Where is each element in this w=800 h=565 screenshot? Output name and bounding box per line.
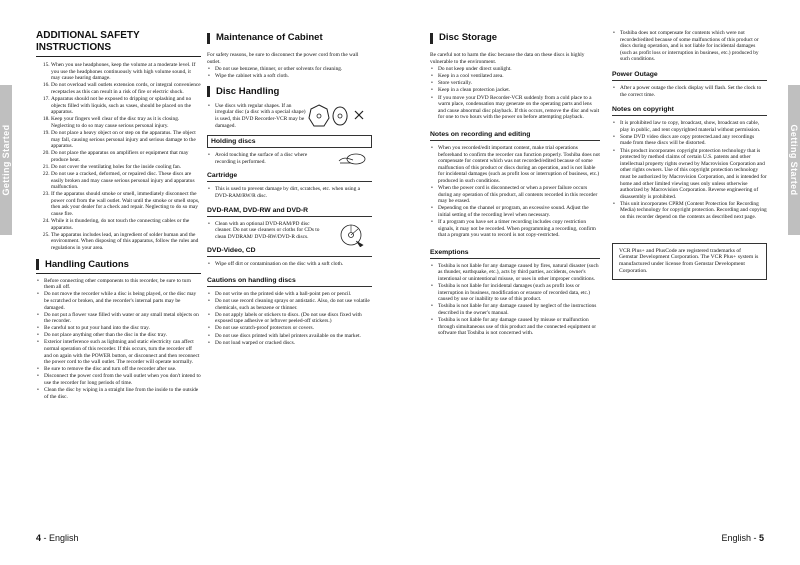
cautions-heading: Cautions on handling discs (207, 276, 372, 287)
heading-bar (207, 86, 210, 97)
handling-item: • Do not place anything other than the disc in the disc tray. (44, 332, 201, 339)
dvdram-heading: DVD-RAM, DVD-RW and DVD-R (207, 206, 372, 217)
disc-handling-item: • Use discs with regular shapes. If an irregular disc (a disc with a special shape) is used, this DVD Recorder-VCR may be damaged. (215, 103, 307, 129)
handling-item: • Clean the disc by wiping in a straight line from the inside to the outside of the disc. (44, 387, 201, 400)
holding-heading: Holding discs (207, 135, 372, 148)
power-heading: Power Outage (612, 70, 767, 81)
safety-item: 22. Do not use a cracked, deformed, or repaired disc. These discs are easily broken and may cause serious personal injury and apparatus malfunction. (51, 171, 201, 191)
heading-bar (36, 259, 39, 270)
holding-item: • Avoid touching the surface of a disc where recording is performed. (215, 152, 327, 165)
safety-item: 21. Do not cover the ventilating holes for the inside cooling fan. (51, 164, 201, 171)
heading-bar (207, 33, 210, 44)
storage-item: • Keep in a clean protection jacket. (438, 87, 600, 94)
safety-item: 24. While it is thundering, do not touch the connecting cables or the apparatus. (51, 218, 201, 231)
notes-item: • When you recorded/edit important content, make trial operations beforehand to confirm the recorder can function properly. Toshiba does not compensate for content which was not recorded/edited because of some malfunction of this product or discs during an operation, and is not liable for incidental damages (such as profit loss or interruption of business, etc.) produced in such conditions. (438, 145, 600, 185)
safety-item: 18. Keep your fingers well clear of the disc tray as it is closing. Neglecting to do so may cause serious personal injury. (51, 116, 201, 129)
handling-item: • Do not put a flower vase filled with water or any small metal objects on the recorder. (44, 312, 201, 325)
maintenance-heading (207, 32, 372, 44)
handling-item: • Before connecting other components to this recorder, be sure to turn them all off. (44, 278, 201, 291)
copyright-item: • This product incorporates copyright protection technology that is protected by method claims of certain U.S. patents and other intellectual property rights owned by Macrovision Corporation and other rights owners. Use of this copyright protection technology must be authorized by Macrovision Corporation, and is intended for home and other limited viewing uses only unless otherwise authorized by Macrovision Corporation. Reverse engineering of disassembly is prohibited. (620, 148, 767, 201)
cautions-item: • Do not write on the printed side with a ball-point pen or pencil. (215, 291, 372, 298)
dvdram-item: • Clean with an optional DVD-RAM/PD disc cleaner. Do not use cleaners or cloths for CDs to clean DVDRAM/ DVD-RW/DVD-R discs. (215, 221, 327, 241)
maintenance-item: • Wipe the cabinet with a soft cloth. (215, 73, 372, 80)
notes-item: • Depending on the channel or program, an excessive sound. Adjust the initial setting of the recording level when necessary. (438, 205, 600, 218)
copyright-heading: Notes on copyright (612, 105, 767, 116)
maintenance-intro: For safety reasons, be sure to disconnect the power cord from the wall outlet. (207, 52, 359, 65)
heading-bar (430, 33, 433, 44)
cautions-list (207, 291, 372, 346)
safety-item: 23. If the apparatus should smoke or smell, immediately disconnect the power cord from the wall outlet. Wait until the smoke or smell stops, then ask your dealer for a check and repair. Neglecting to do so may cause fire. (51, 191, 201, 217)
notes-item: • If a program you have set a timer recording includes copy restriction signals, it may not be recorded. When programming a recording, confirm that a program you want to record is not copy-restricted. (438, 219, 600, 239)
dvdvideo-list (207, 261, 372, 268)
handling-cautions-heading (36, 259, 201, 271)
handling-item: • Exterior interference such as lightning and static electricity can affect normal operation of this recorder. If this occurs, turn the recorder off and on again with the POWER button, or disconnect and then reconnect the power cord to the wall outlet. The recorder will operate normally. (44, 339, 201, 365)
storage-item: • If you move your DVD Recorder-VCR suddenly from a cold place to a warm place, condensation may generate on the operating parts and lens and cause abnormal disc playback. If this occurs, remove the disc and wait for one to two hours with the power on before attempting playback. (438, 95, 600, 121)
page-number-right: 5 (758, 533, 764, 543)
maintenance-item: • Do not use benzene, thinner, or other solvents for cleaning. (215, 66, 372, 73)
maintenance-title: Maintenance of Cabinet (216, 32, 323, 43)
side-tab-left (0, 85, 12, 235)
side-tab-right-label: Getting Started (789, 124, 799, 196)
holding-list (207, 152, 327, 165)
exemptions-item: • Toshiba is not liable for any damage caused by neglect of the instructions described in the owner's manual. (438, 303, 600, 316)
exemptions-item: • Toshiba is not liable for incidental damages (such as profit loss or interruption in business, modification or erasure of recorded data, etc.) caused by use or inability to use of this product. (438, 283, 600, 303)
storage-item: • Store vertically. (438, 80, 600, 87)
cartridge-item: • This is used to prevent damage by dirt, scratches, etc. when using a DVD-RAM/RW/R disc. (215, 186, 372, 199)
notes-list (430, 145, 600, 239)
top-list (612, 30, 767, 63)
exemptions-heading: Exemptions (430, 248, 600, 259)
disc-handling-title: Disc Handling (216, 85, 280, 97)
footer-right-word: English (721, 533, 751, 543)
handling-item: • Be careful not to put your hand into the disc tray. (44, 325, 201, 332)
footer-left-sep: - (41, 533, 50, 543)
notes-heading: Notes on recording and editing (430, 130, 600, 141)
storage-item: • Do not keep under direct sunlight. (438, 66, 600, 73)
handling-item: • Disconnect the power cord from the wall outlet when you don't intend to use the recorder for long periods of time. (44, 373, 201, 386)
cautions-item: • Do not use discs printed with label printers available on the market. (215, 333, 372, 340)
cautions-item: • Do not load warped or cracked discs. (215, 340, 372, 347)
exemptions-list (430, 263, 600, 337)
safety-item: 16. Do not overload wall outlets extension cords, or integral convenience receptacles as this can result in a risk of fire or electric shock. (51, 82, 201, 95)
column-safety (36, 30, 201, 401)
disc-handling-heading (207, 86, 372, 98)
dvdvideo-item: • Wipe off dirt or contamination on the disc with a soft cloth. (215, 261, 372, 268)
storage-title: Disc Storage (439, 32, 498, 43)
storage-heading (430, 32, 600, 44)
copyright-list (612, 120, 767, 220)
disc-cleaning-icon (338, 221, 366, 247)
handling-cautions-title: Handling Cautions (45, 258, 129, 270)
handling-item: • Do not move the recorder while a disc is being played, or the disc may be scratched or broken, and the recorder's internal parts may be damaged. (44, 291, 201, 311)
top-item: • Toshiba does not compensate for contents which were not recorded/edited because of some malfunctions of this product or discs during operation, and is not liable for incidental damages (such as profit loss or interruption in business, etc.) produced by such conditions. (620, 30, 767, 63)
column-copyright (612, 30, 767, 280)
cartridge-heading: Cartridge (207, 171, 372, 182)
safety-item: 19. Do not place a heavy object on or step on the apparatus. The object may fall, causing serious personal injury and serious damage to the apparatus. (51, 130, 201, 150)
safety-title: ADDITIONAL SAFETY INSTRUCTIONS (36, 30, 201, 57)
safety-item: 17. Apparatus should not be exposed to dripping or splashing and no objects filled with liquids, such as vases, should be placed on the apparatus. (51, 96, 201, 116)
handling-item: • Be sure to remove the disc and turn off the recorder after use. (44, 366, 201, 373)
disc-handling-list (207, 103, 307, 129)
dvdram-list (207, 221, 327, 241)
dvdvideo-heading: DVD-Video, CD (207, 246, 372, 257)
column-disc-handling (207, 30, 372, 347)
maintenance-list (207, 66, 372, 80)
page-number-left: 4 (36, 533, 42, 543)
footer-right (721, 533, 764, 543)
safety-list (36, 62, 201, 252)
footer-left-word: English (49, 533, 79, 543)
exemptions-item: • Toshiba is not liable for any damage caused by misuse or malfunction through simultaneous use of this product and the connected equipment or software that Toshiba is not concerned with. (438, 317, 600, 337)
copyright-item: • It is prohibited law to copy, broadcast, show, broadcast on cable, play in public, and rent copyrighted material without permission. (620, 120, 767, 133)
cautions-item: • Do not use record cleaning sprays or antistatic. Also, do not use volatile chemicals, such as benzene or thinner. (215, 298, 372, 311)
side-tab-left-label: Getting Started (1, 124, 11, 196)
disc-shape-icons (308, 103, 368, 129)
storage-item: • Keep in a cool ventilated area. (438, 73, 600, 80)
hand-holding-disc-icon (338, 152, 366, 166)
cartridge-list (207, 186, 372, 199)
irregular-disc-icon (308, 103, 368, 129)
exemptions-item: • Toshiba is not liable for any damage caused by fires, natural disaster (such as thunder, earthquake, etc.), acts by third parties, accidents, owner's intentional or unintentional misuse, or uses in other improper conditions. (438, 263, 600, 283)
handling-list (36, 278, 201, 401)
trademark-notice: VCR Plus+ and PlusCode are registered trademarks of Gemstar Development Corporation. The VCR Plus+ system is manufactured under license from Gemstar Development Corporation. (612, 243, 767, 280)
footer-right-sep: - (750, 533, 759, 543)
safety-item: 20. Do not place the apparatus on amplifiers or equipment that may produce heat. (51, 150, 201, 163)
power-list (612, 85, 767, 98)
side-tab-right (788, 85, 800, 235)
notes-item: • When the power cord is disconnected or when a power failure occurs during any operation of this product, all contents recorded in this recorder may be erased. (438, 185, 600, 205)
copyright-item: • This unit incorporates CPRM (Content Protection for Recording Media) technology for copyright protection. Recording and copying on this recorder depend on the contents as described next page. (620, 201, 767, 221)
power-item: • After a power outage the clock display will flash. Set the clock to the correct time. (620, 85, 767, 98)
cautions-item: • Do not apply labels or stickers to discs. (Do not use discs fixed with exposed tape adhesive or leftover peeled-off stickers.) (215, 312, 372, 325)
copyright-item: • Some DVD video discs are copy protected.and any recordings made from these discs will be distorted. (620, 134, 767, 147)
safety-item: 15. When you use headphones, keep the volume at a moderate level. If you use the headphones continuously with high volume sound, it may cause hearing damage. (51, 62, 201, 82)
footer-left (36, 533, 79, 543)
cautions-item: • Do not use scratch-proof protectors or covers. (215, 325, 372, 332)
storage-intro: Be careful not to harm the disc because the data on these discs is highly vulnerable to the environment. (430, 52, 585, 65)
column-disc-storage (430, 30, 600, 337)
storage-list (430, 66, 600, 121)
safety-item: 25. The apparatus includes lead, an ingredient of solder human and the environment. When disposing of this apparatus, follow the rules and regulations in your area. (51, 232, 201, 252)
